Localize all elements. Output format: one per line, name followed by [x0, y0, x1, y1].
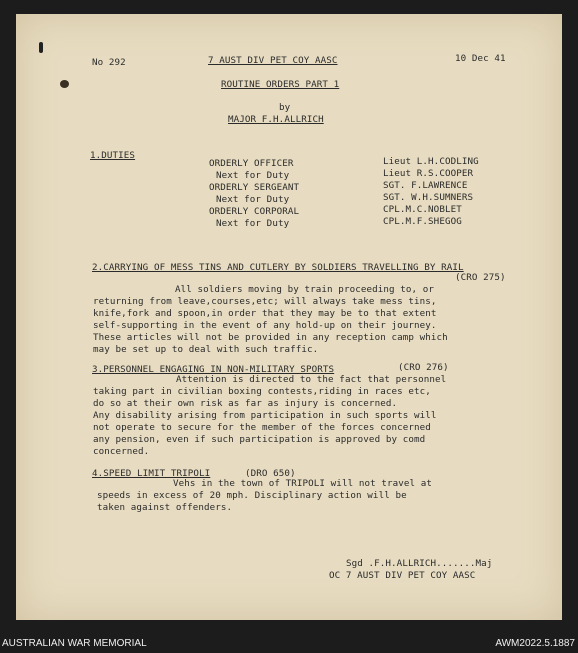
section-3-ref: (CRO 276) [398, 362, 449, 373]
duty-role: ORDERLY SERGEANT [209, 182, 300, 193]
duty-name: Lieut R.S.COOPER [383, 168, 474, 179]
duties-heading: 1.DUTIES [90, 150, 136, 161]
archive-credit: AUSTRALIAN WAR MEMORIAL [2, 638, 147, 649]
duty-role: Next for Duty [216, 218, 290, 229]
section-3-heading: 3.PERSONNEL ENGAGING IN NON-MILITARY SPORTS [92, 364, 335, 375]
duty-role: ORDERLY CORPORAL [209, 206, 300, 217]
issuer-name: MAJOR F.H.ALLRICH [228, 114, 324, 125]
section-2-line: These articles will not be provided in any reception camp which [93, 332, 448, 343]
duty-name: Lieut L.H.CODLING [383, 156, 479, 167]
section-2-line: returning from leave,courses,etc; will always take mess tins, [93, 296, 437, 307]
section-2-line: may be set up to deal with such traffic. [93, 344, 319, 355]
by-label: by [279, 102, 291, 113]
section-3-line: concerned. [93, 446, 150, 457]
duty-name: CPL.M.C.NOBLET [383, 204, 462, 215]
duty-name: SGT. W.H.SUMNERS [383, 192, 474, 203]
duty-role: Next for Duty [216, 194, 290, 205]
section-2-ref: (CRO 275) [455, 272, 506, 283]
duty-role: ORDERLY OFFICER [209, 158, 294, 169]
section-4-line: Vehs in the town of TRIPOLI will not travel at [173, 478, 433, 489]
unit-name: 7 AUST DIV PET COY AASC [208, 55, 338, 66]
section-3-line: Any disability arising from participation in such sports will [93, 410, 437, 421]
document-title: ROUTINE ORDERS PART 1 [221, 79, 340, 90]
section-2-heading: 2.CARRYING OF MESS TINS AND CUTLERY BY SOLDIERS TRAVELLING BY RAIL [92, 262, 464, 273]
signature-line: Sgd .F.H.ALLRICH.......Maj [346, 558, 493, 569]
order-number: No 292 [92, 57, 126, 68]
section-2-line: All soldiers moving by train proceeding to, or [175, 284, 435, 295]
order-date: 10 Dec 41 [455, 53, 506, 64]
section-3-line: any pension, even if such participation is approved by comd [93, 434, 426, 445]
section-3-line: not operate to secure for the member of the forces concerned [93, 422, 431, 433]
section-3-line: do so at their own risk as far as injury is concerned. [93, 398, 398, 409]
signature-title: OC 7 AUST DIV PET COY AASC [329, 570, 476, 581]
section-2-line: self-supporting in the event of any hold-up on their journey. [93, 320, 437, 331]
section-3-line: taking part in civilian boxing contests,riding in races etc, [93, 386, 431, 397]
section-2-line: knife,fork and spoon,in order that they may be to that extent [93, 308, 437, 319]
duty-role: Next for Duty [216, 170, 290, 181]
section-4-line: speeds in excess of 20 mph. Disciplinary action will be [97, 490, 407, 501]
duty-name: SGT. F.LAWRENCE [383, 180, 468, 191]
section-4-ref: (DRO 650) [245, 468, 296, 479]
section-3-line: Attention is directed to the fact that personnel [176, 374, 447, 385]
punch-mark-bottom [60, 80, 69, 88]
punch-mark-top [39, 42, 43, 53]
section-4-line: taken against offenders. [97, 502, 233, 513]
section-4-heading: 4.SPEED LIMIT TRIPOLI [92, 468, 211, 479]
duty-name: CPL.M.F.SHEGOG [383, 216, 462, 227]
catalogue-number: AWM2022.5.1887 [495, 638, 575, 649]
